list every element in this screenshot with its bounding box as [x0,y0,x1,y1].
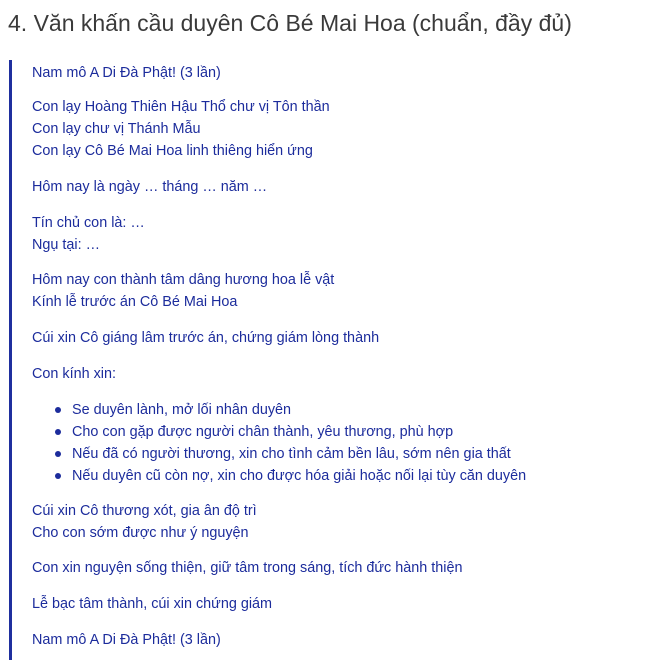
list-item-text: Nếu đã có người thương, xin cho tình cảm bền lâu, sớm nên gia thất [72,446,511,462]
list-item [32,399,526,421]
text-line: Hôm nay con thành tâm dâng hương hoa lễ vật [32,272,335,288]
list-item-text: Se duyên lành, mở lối nhân duyên [72,402,292,418]
paragraph-closing [32,629,221,651]
text-line: Con lạy Cô Bé Mai Hoa linh thiêng hiển ứng [32,143,313,159]
text-line: Cúi xin Cô thương xót, gia ân độ trì [32,503,257,519]
list-item [32,443,526,465]
bullet-dot-icon [55,407,61,413]
paragraph-mercy [32,500,257,544]
petition-list [32,399,526,487]
text-line: Lễ bạc tâm thành, cúi xin chứng giám [32,596,273,612]
paragraph-opening [32,62,221,84]
text-line: Con xin nguyện sống thiện, giữ tâm trong sáng, tích đức hành thiện [32,560,463,576]
paragraph-date [32,176,267,198]
text-line: Con kính xin: [32,366,116,382]
text-line: Con lạy Hoàng Thiên Hậu Thổ chư vị Tôn thần [32,99,330,115]
text-line: Ngụ tại: … [32,237,100,253]
paragraph-petition-intro [32,363,116,385]
paragraph-offering [32,269,334,313]
paragraph-request-presence [32,327,379,349]
paragraph-invocation [32,96,330,162]
section-heading: 4. Văn khấn cầu duyên Cô Bé Mai Hoa (chuẩn, đầy đủ) [8,10,572,36]
text-line: Kính lễ trước án Cô Bé Mai Hoa [32,294,238,310]
bullet-dot-icon [55,473,61,479]
list-item [32,465,526,487]
text-line: Cho con sớm được như ý nguyện [32,525,249,541]
text-line: Hôm nay là ngày … tháng … năm … [32,179,268,195]
paragraph-vow [32,557,462,579]
paragraph-devotee [32,212,145,256]
text-line: Tín chủ con là: … [32,215,145,231]
bullet-dot-icon [55,429,61,435]
bullet-dot-icon [55,451,61,457]
list-item-text: Nếu duyên cũ còn nợ, xin cho được hóa giải hoặc nối lại tùy căn duyên [72,468,527,484]
list-item-text: Cho con gặp được người chân thành, yêu thương, phù hợp [72,424,454,440]
paragraph-humble-offering [32,593,272,615]
text-line: Nam mô A Di Đà Phật! (3 lần) [32,632,221,648]
prayer-blockquote [9,60,629,660]
list-item [32,421,526,443]
text-line: Con lạy chư vị Thánh Mẫu [32,121,201,137]
text-line: Nam mô A Di Đà Phật! (3 lần) [32,65,221,81]
text-line: Cúi xin Cô giáng lâm trước án, chứng giám lòng thành [32,330,380,346]
